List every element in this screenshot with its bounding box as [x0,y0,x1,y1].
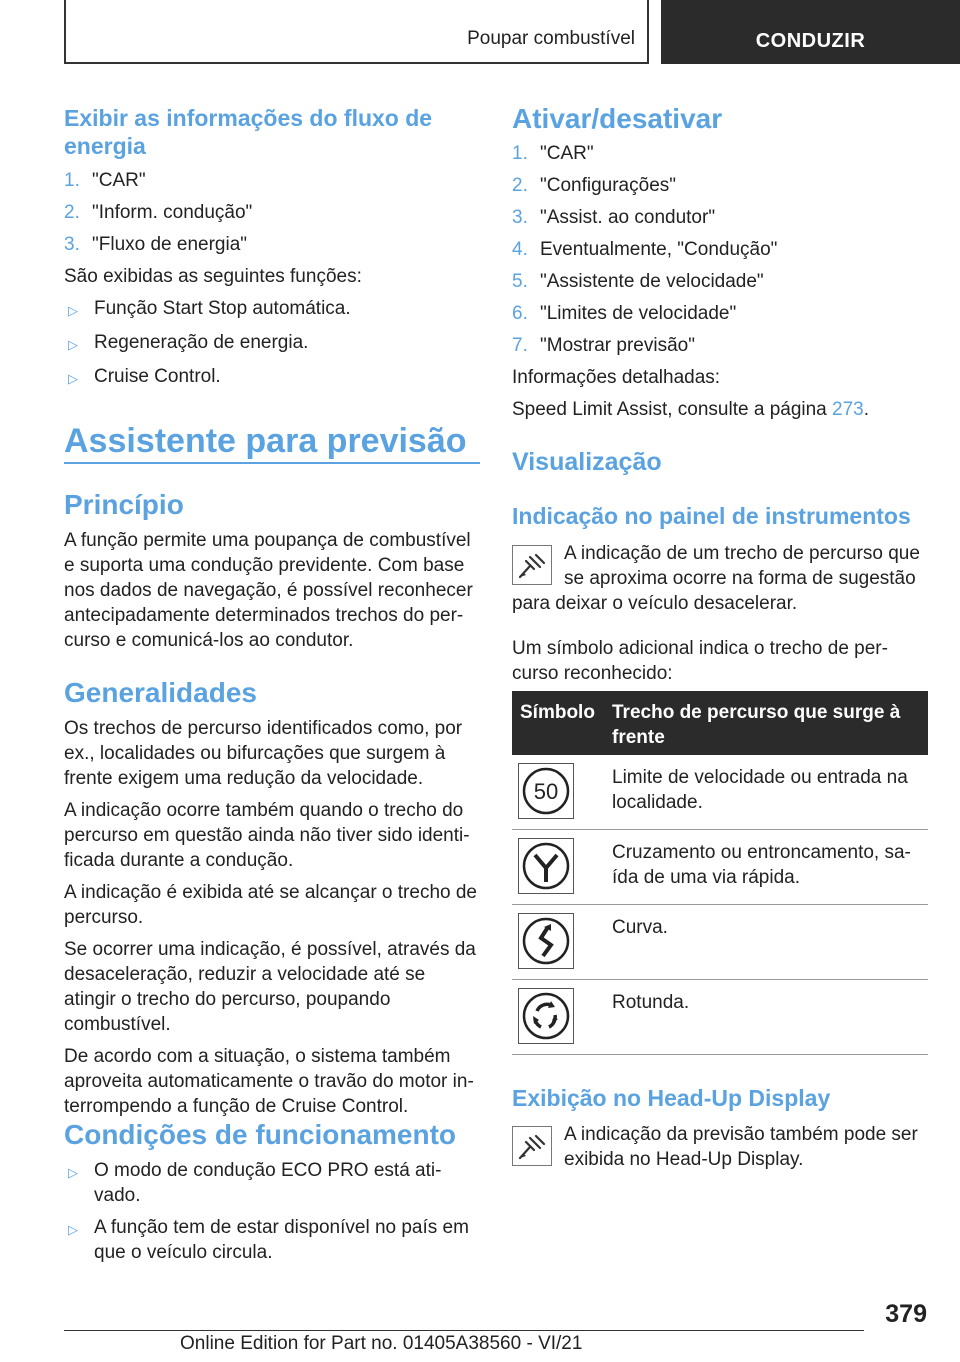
paragraph: De acordo com a situação, o sistema também aproveita automaticamente o travão do motor in-terrompendo a função de Cruise Control. [64,1046,474,1117]
cluster-note [512,541,928,616]
list-item: 5. "Assistente de velocidade" [512,271,764,292]
list-item: 3. "Assist. ao condutor" [512,207,716,228]
triangle-bullet-icon: ▷ [68,303,78,318]
list-item: 6. "Limites de velocidade" [512,303,737,324]
toggle-steps-list [512,141,928,422]
symbol-intro: Um símbolo adicional indica o trecho de per-curso reconhecido: [512,638,888,684]
general-text [64,716,480,1119]
table-row [512,980,928,1055]
table-header [512,691,928,755]
toggle-heading: Ativar/desativar [512,103,723,134]
hud-heading: Exibição no Head-Up Display [512,1085,831,1111]
list-item: 7. "Mostrar previsão" [512,335,695,356]
col-section-header: Trecho de percurso que surge à frente [612,702,901,748]
conditions-heading: Condições de funcionamento [64,1119,457,1150]
row-text: Rotunda. [612,992,690,1013]
row-text: Limite de velocidade ou entrada na localidade. [612,767,908,813]
table-row [512,830,928,905]
junction-icon [518,838,574,894]
list-item: 2. "Configurações" [512,175,677,196]
display-heading: Visualização [512,448,662,476]
note-icon [512,545,552,585]
list-item: 1. "CAR" [512,143,594,164]
principle-text: A função permite uma poupança de combustível e suporta uma condução previdente. Com base nos dados de navegação, é possível reconhecer antecipadamente determinados trechos do per-curso e comunicá-los ao condutor. [64,530,473,651]
list-item: 2. "Inform. condução" [64,202,253,223]
footer-edition: Online Edition for Part no. 01405A38560 - VI/21 [180,1333,583,1354]
table-row [512,905,928,980]
speed-limit-50-icon [518,763,574,819]
cluster-note-text: A indicação de um trecho de percurso que se aproxima ocorre na forma de sugestão para deixar o veículo desacelerar. [512,543,920,614]
list-item: ▷ A função tem de estar disponível no país em que o veículo circula. [64,1215,480,1265]
page-link[interactable]: 273 [832,399,864,420]
note-icon [512,1126,552,1166]
details-label: Informações detalhadas: [512,367,721,388]
details-text: Speed Limit Assist, consulte a página 273. [512,399,870,420]
title-rule [64,462,480,464]
list-item: ▷ Cruise Control. [64,364,480,391]
general-heading: Generalidades [64,677,257,708]
list-item: ▷ Função Start Stop automática. [64,296,480,323]
header-chapter-tab [661,0,960,64]
conditions-list [64,1158,480,1265]
list-item: 4. Eventualmente, "Condução" [512,239,778,260]
list-item: ▷ O modo de condução ECO PRO está ati-vado. [64,1158,480,1208]
roundabout-icon [518,988,574,1044]
col-symbol-header: Símbolo [520,702,595,723]
row-text: Curva. [612,917,668,938]
symbol-table [512,691,928,1055]
paragraph: A indicação ocorre também quando o trecho do percurso em questão ainda não tiver sido identi-ficada durante a condução. [64,800,470,871]
svg-text:50: 50 [533,779,559,804]
functions-intro: São exibidas as seguintes funções: [64,266,362,287]
curve-icon [518,913,574,969]
triangle-bullet-icon: ▷ [68,371,78,386]
cluster-heading: Indicação no painel de instrumentos [512,503,911,529]
principle-heading: Princípio [64,489,184,520]
hud-note [512,1122,928,1172]
triangle-bullet-icon: ▷ [68,337,78,352]
list-item: 3. "Fluxo de energia" [64,234,248,255]
header-section-title: Poupar combustível [467,28,635,49]
main-title: Assistente para previsão [64,422,467,460]
paragraph: A indicação é exibida até se alcançar o trecho de percurso. [64,882,477,928]
page-number: 379 [885,1300,927,1328]
list-item: ▷ Regeneração de energia. [64,330,480,357]
hud-note-text: A indicação da previsão também pode ser exibida no Head-Up Display. [564,1124,918,1170]
header-section-box [64,0,649,64]
triangle-bullet-icon: ▷ [68,1165,78,1180]
paragraph: Se ocorrer uma indicação, é possível, através da desaceleração, reduzir a velocidade até se atingir o trecho do percurso, poupando combustível. [64,939,476,1035]
list-item: 1. "CAR" [64,170,146,191]
table-row [512,755,928,830]
triangle-bullet-icon: ▷ [68,1222,78,1237]
row-text: Cruzamento ou entroncamento, sa-ída de uma via rápida. [612,842,911,888]
header-chapter-title: CONDUZIR [755,30,866,52]
energy-steps-list [64,168,480,391]
footer-rule [64,1330,864,1331]
energy-heading: Exibir as informações do fluxo de energia [64,105,433,159]
paragraph: Os trechos de percurso identificados como, por ex., localidades ou bifurcações que surgem à frente exigem uma redução da velocidade. [64,718,463,789]
